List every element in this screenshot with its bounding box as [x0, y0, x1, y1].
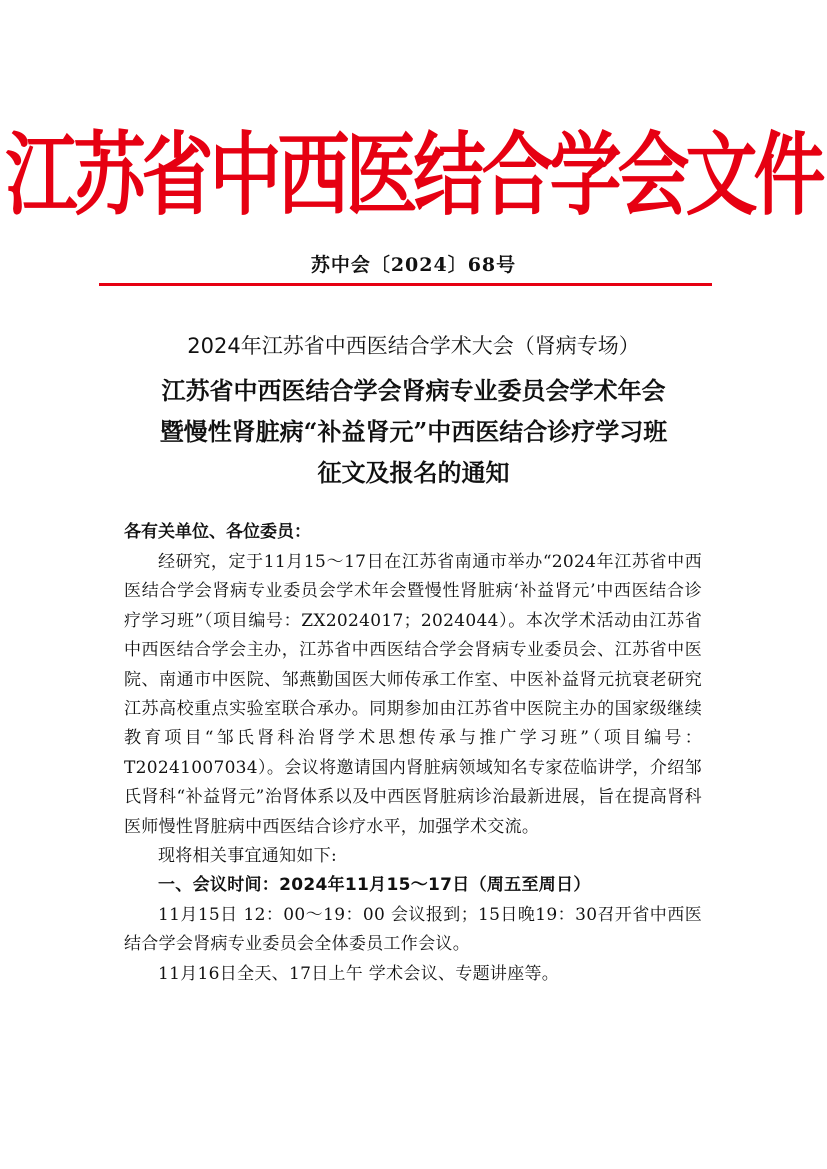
masthead-title: 江苏省中西医结合学会文件 [5, 120, 822, 227]
title-line-4: 征文及报名的通知 [317, 458, 510, 487]
title-line-2: 江苏省中西医结合学会肾病专业委员会学术年会 [161, 376, 666, 405]
red-divider [99, 283, 712, 286]
paragraph-schedule-day2: 11月16日全天、17日上午 学术会议、专题讲座等。 [158, 963, 560, 984]
document-number: 苏中会〔2024〕68号 [310, 254, 517, 276]
paragraph-schedule-day1: 11月15日 12：00～19：00 会议报到；15日晚19：30召开省中西医结合学会肾病专业委员会全体委员工作会议。 [124, 904, 702, 955]
section-heading-time: 一、会议时间：2024年11月15～17日（周五至周日） [158, 875, 591, 896]
title-line-3: 暨慢性肾脏病“补益肾元”中西医结合诊疗学习班 [159, 417, 668, 446]
body-text [124, 548, 702, 989]
paragraph-intro: 经研究，定于11月15～17日在江苏省南通市举办“2024年江苏省中西医结合学会肾病专业委员会学术年会暨慢性肾脏病‘补益肾元’中西医结合诊疗学习班”（项目编号：ZX2024017；2024044）。本次学术活动由江苏省中西医结合学会主办，江苏省中西医结合学会肾病专业委员会、江苏省中医院、南通市中医院、邹燕勤国医大师传承工作室、中医补益肾元抗衰老研究江苏高校重点实验室联合承办。同期参加由江苏省中医院主办的国家级继续教育项目“邹氏肾科治肾学术思想传承与推广学习班”（项目编号：T20241007034）。会议将邀请国内肾脏病领域知名专家莅临讲学，介绍邹氏肾科“补益肾元”治肾体系以及中西医肾脏病诊治最新进展，旨在提高肾科医师慢性肾脏病中西医结合诊疗水平，加强学术交流。 [124, 552, 702, 837]
title-line-1: 2024年江苏省中西医结合学术大会（肾病专场） [187, 334, 640, 358]
salutation: 各有关单位、各位委员： [124, 522, 311, 542]
paragraph-notice: 现将相关事宜通知如下: [158, 846, 338, 867]
